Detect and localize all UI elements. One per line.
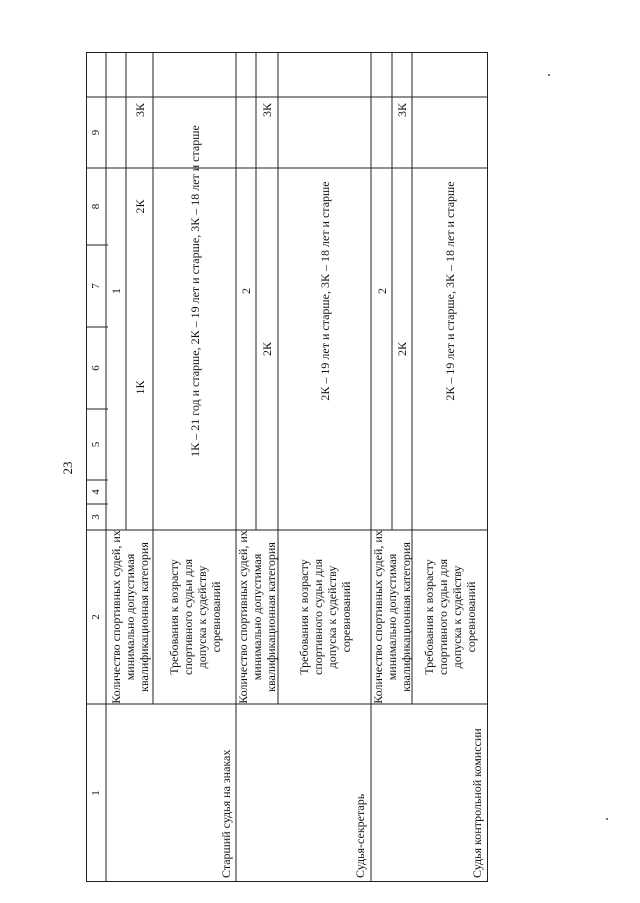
header-col-9: 9	[90, 129, 102, 136]
count-label-2: Количество спортивных судей, их минимально допустимая квалификационная категория	[236, 530, 278, 704]
header-col-3: 3	[90, 514, 102, 520]
category-3k-2: 3К	[260, 103, 274, 118]
count-value-3: 2	[374, 288, 389, 294]
row-title-senior-judge-signs: Старший судья на знаках	[219, 749, 233, 878]
header-col-5: 5	[90, 441, 102, 448]
count-label-1: Количество спортивных судей, их минимально допустимая квалификационная категория	[108, 530, 151, 704]
category-1k: 1К	[132, 380, 147, 395]
category-2k-1: 2К	[132, 199, 147, 214]
count-value-1: 1	[109, 288, 123, 294]
page-number: 23	[60, 461, 75, 475]
header-col-8: 8	[90, 203, 102, 210]
age-value-3: 2К – 19 лет и старше, 3К – 18 лет и старше	[443, 181, 457, 401]
age-label-2: Требования к возрасту спортивного судьи для допуска к судейству соревнований	[296, 559, 353, 675]
header-col-1: 1	[90, 790, 102, 796]
row-title-control-commission: Судья контрольной комиссии	[470, 728, 484, 878]
category-3k-1: 3К	[132, 103, 147, 118]
scan-speck	[548, 74, 550, 76]
row-title-secretary: Судья-секретарь	[353, 793, 367, 878]
rotated-table	[86, 52, 488, 882]
category-2k-2: 2К	[260, 342, 274, 357]
header-col-6: 6	[90, 365, 102, 371]
header-col-2: 2	[90, 614, 102, 620]
requirements-table	[86, 52, 488, 882]
header-col-7: 7	[90, 283, 102, 289]
header-col-4: 4	[90, 489, 102, 495]
scan-speck	[606, 818, 608, 820]
age-label-3: Требования к возрасту спортивного судьи для допуска к судейству соревнований	[422, 559, 478, 675]
age-value-1: 1К – 21 год и старше, 2К – 19 лет и старше, 3К – 18 лет и старше	[187, 125, 202, 457]
age-value-2: 2К – 19 лет и старше, 3К – 18 лет и старше	[317, 181, 332, 401]
count-value-2: 2	[239, 288, 253, 294]
category-3k-3: 3К	[395, 103, 409, 118]
age-label-1: Требования к возрасту спортивного судьи для допуска к судейству соревнований	[166, 559, 223, 675]
category-2k-3: 2К	[395, 342, 409, 357]
count-label-3: Количество спортивных судей, их минимально допустимая квалификационная категория	[370, 530, 413, 704]
